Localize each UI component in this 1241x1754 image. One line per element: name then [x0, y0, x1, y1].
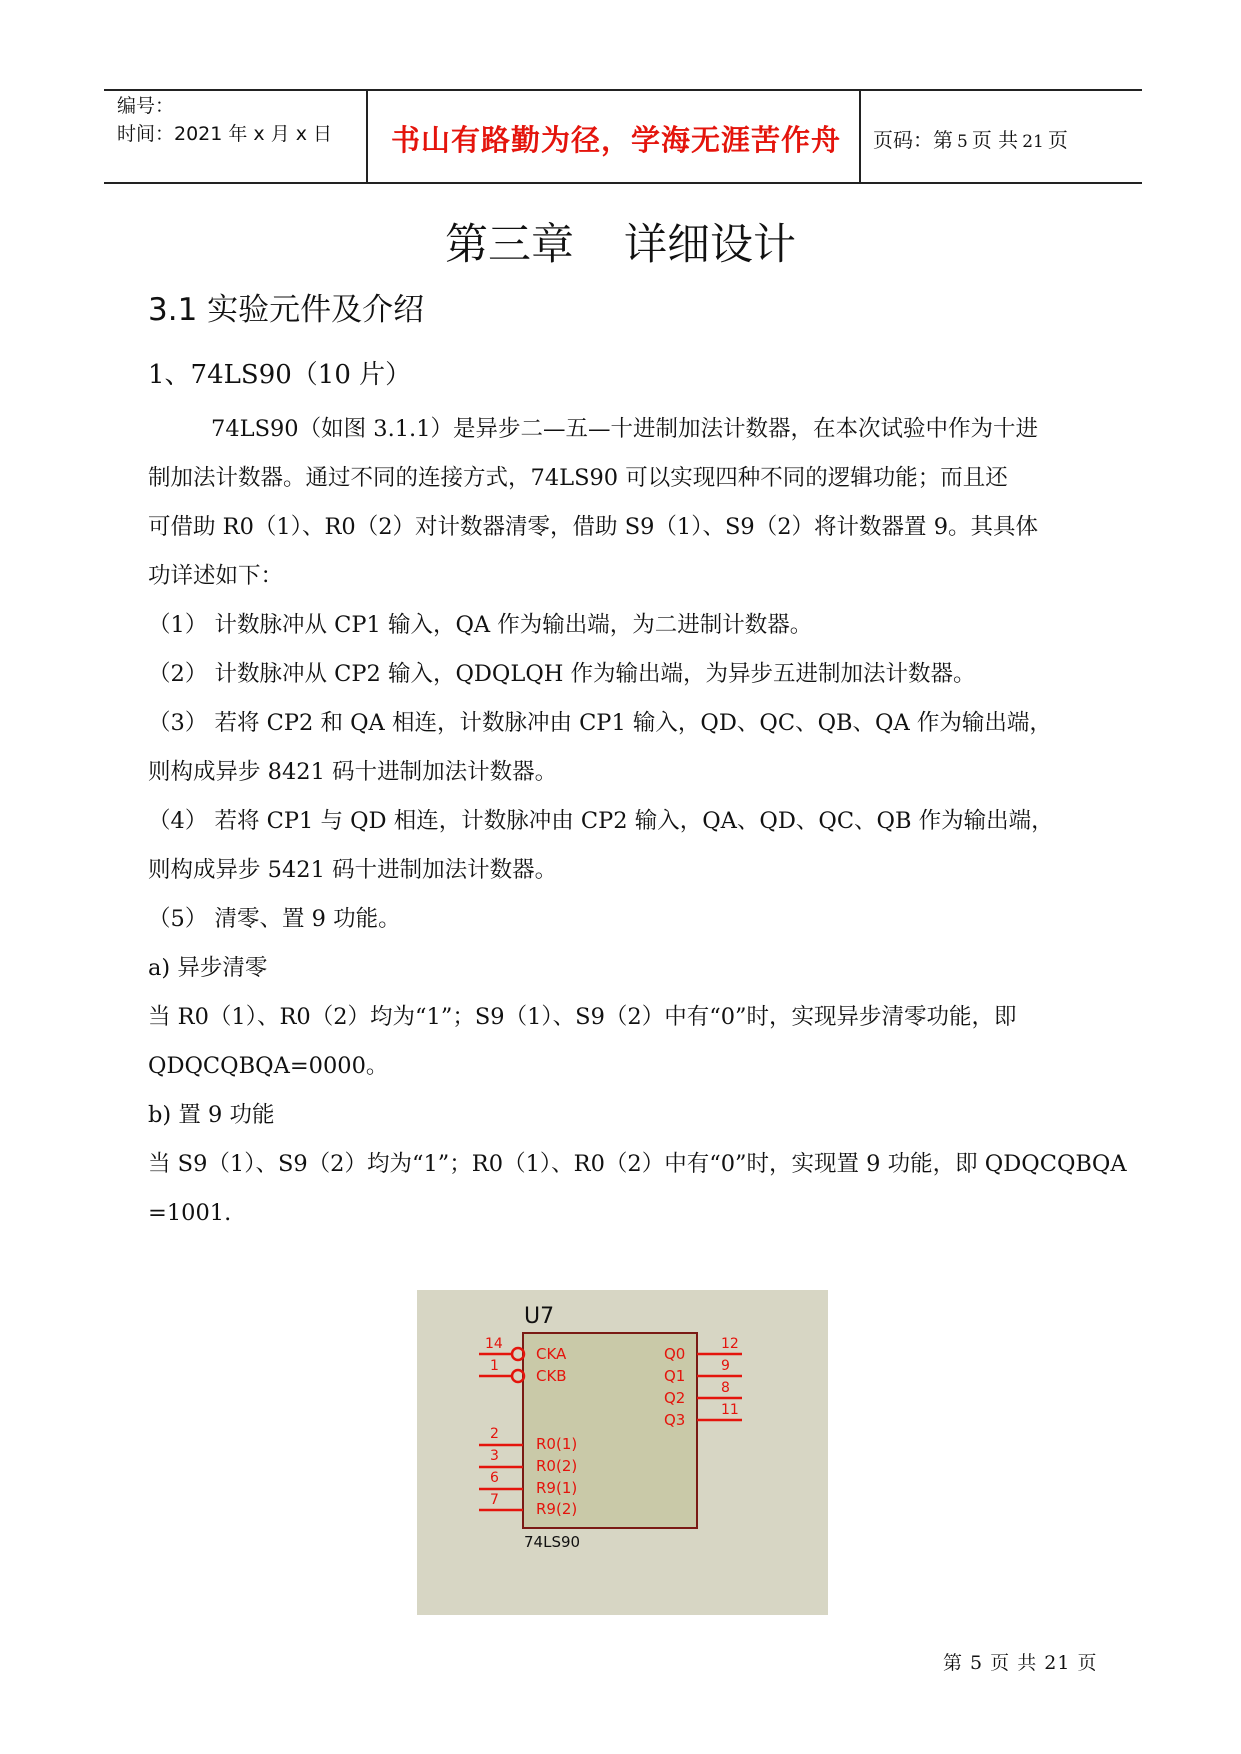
list-item: （5） 清零、置 9 功能。 [148, 906, 401, 932]
list-item: （3） 若将 CP2 和 QA 相连，计数脉冲由 CP1 输入，QD、QC、QB、QA 作为输出端， [148, 710, 1052, 736]
pin-number-cka: 14 [485, 1336, 503, 1352]
pin-number-r92: 7 [490, 1492, 499, 1508]
pin-name-cka: CKA [536, 1345, 567, 1363]
header-page-total: 21 [1022, 132, 1044, 152]
header-page-suffix: 页 [1047, 128, 1068, 152]
intro-line: 功详述如下： [148, 563, 284, 589]
intro-paragraph [148, 405, 1098, 601]
list-item: a) 异步清零 [148, 955, 268, 981]
list-item: 当 R0（1）、R0（2）均为“1”；S9（1）、S9（2）中有“0”时，实现异步清零功能，即 [148, 1004, 1017, 1030]
pin-name-q0: Q0 [664, 1345, 686, 1363]
header-number-label: 编号： [117, 95, 175, 117]
intro-line: 可借助 R0（1）、R0（2）对计数器清零，借助 S9（1）、S9（2）将计数器置 9。其具体 [148, 514, 1039, 540]
schematic-figure [417, 1290, 828, 1615]
header-divider-left [366, 90, 368, 184]
header-page-number: 5 [957, 132, 968, 152]
list-item: 则构成异步 5421 码十进制加法计数器。 [148, 857, 558, 883]
list-item: （2） 计数脉冲从 CP2 输入，QDQLQH 作为输出端，为异步五进制加法计数器。 [148, 661, 976, 687]
pin-number-r91: 6 [490, 1470, 499, 1486]
chapter-number: 第三章 [445, 220, 574, 270]
intro-line: 制加法计数器。通过不同的连接方式，74LS90 可以实现四种不同的逻辑功能；而且还 [148, 465, 1008, 491]
list-item: （4） 若将 CP1 与 QD 相连，计数脉冲由 CP2 输入，QA、QD、QC、QB 作为输出端， [148, 808, 1054, 834]
list-item: QDQCQBQA=0000。 [148, 1053, 389, 1079]
header-page-mid: 页 共 [971, 128, 1019, 152]
pin-name-r01: R0(1) [536, 1435, 578, 1453]
list-item: 当 S9（1）、S9（2）均为“1”；R0（1）、R0（2）中有“0”时，实现置 9 功能，即 QDQCQBQA [148, 1151, 1127, 1177]
function-list [148, 601, 1127, 1238]
header-time-label: 时间：2021 年 x 月 x 日 [117, 123, 333, 145]
header-meta [117, 92, 332, 148]
pin-number-q1: 9 [721, 1358, 730, 1374]
pin-name-q3: Q3 [664, 1411, 686, 1429]
list-item: =1001. [148, 1200, 232, 1226]
header-top-rule [104, 89, 1142, 91]
pin-number-ckb: 1 [490, 1358, 499, 1374]
pin-number-q0: 12 [721, 1336, 739, 1352]
chapter-title [0, 217, 1241, 273]
pin-name-r02: R0(2) [536, 1457, 578, 1475]
pin-number-q2: 8 [721, 1380, 730, 1396]
list-item: （1） 计数脉冲从 CP1 输入，QA 作为输出端，为二进制计数器。 [148, 612, 813, 638]
schematic-svg [417, 1290, 828, 1615]
pin-name-r91: R9(1) [536, 1479, 578, 1497]
chapter-name: 详细设计 [624, 220, 796, 270]
intro-line: 74LS90（如图 3.1.1）是异步二—五—十进制加法计数器，在本次试验中作为十进 [211, 416, 1039, 442]
subsection-heading: 1、74LS90（10 片） [148, 360, 412, 390]
header-page-info [873, 124, 1068, 153]
pin-number-q3: 11 [721, 1402, 739, 1418]
section-heading: 3.1 实验元件及介绍 [148, 292, 425, 328]
header-bottom-rule [104, 182, 1142, 184]
list-item: 则构成异步 8421 码十进制加法计数器。 [148, 759, 558, 785]
pin-name-q1: Q1 [664, 1367, 686, 1385]
list-item: b) 置 9 功能 [148, 1102, 275, 1128]
chip-part-label: 74LS90 [524, 1533, 581, 1551]
pin-name-ckb: CKB [536, 1367, 567, 1385]
chip-ref-label: U7 [524, 1304, 555, 1329]
header-motto: 书山有路勤为径，学海无涯苦作舟 [390, 123, 841, 157]
pin-number-r01: 2 [490, 1426, 499, 1442]
header-page-prefix: 页码：第 [873, 128, 953, 152]
pin-name-r92: R9(2) [536, 1500, 578, 1518]
pin-name-q2: Q2 [664, 1389, 686, 1407]
pin-number-r02: 3 [490, 1448, 499, 1464]
page-footer: 第 5 页 共 21 页 [943, 1652, 1098, 1674]
